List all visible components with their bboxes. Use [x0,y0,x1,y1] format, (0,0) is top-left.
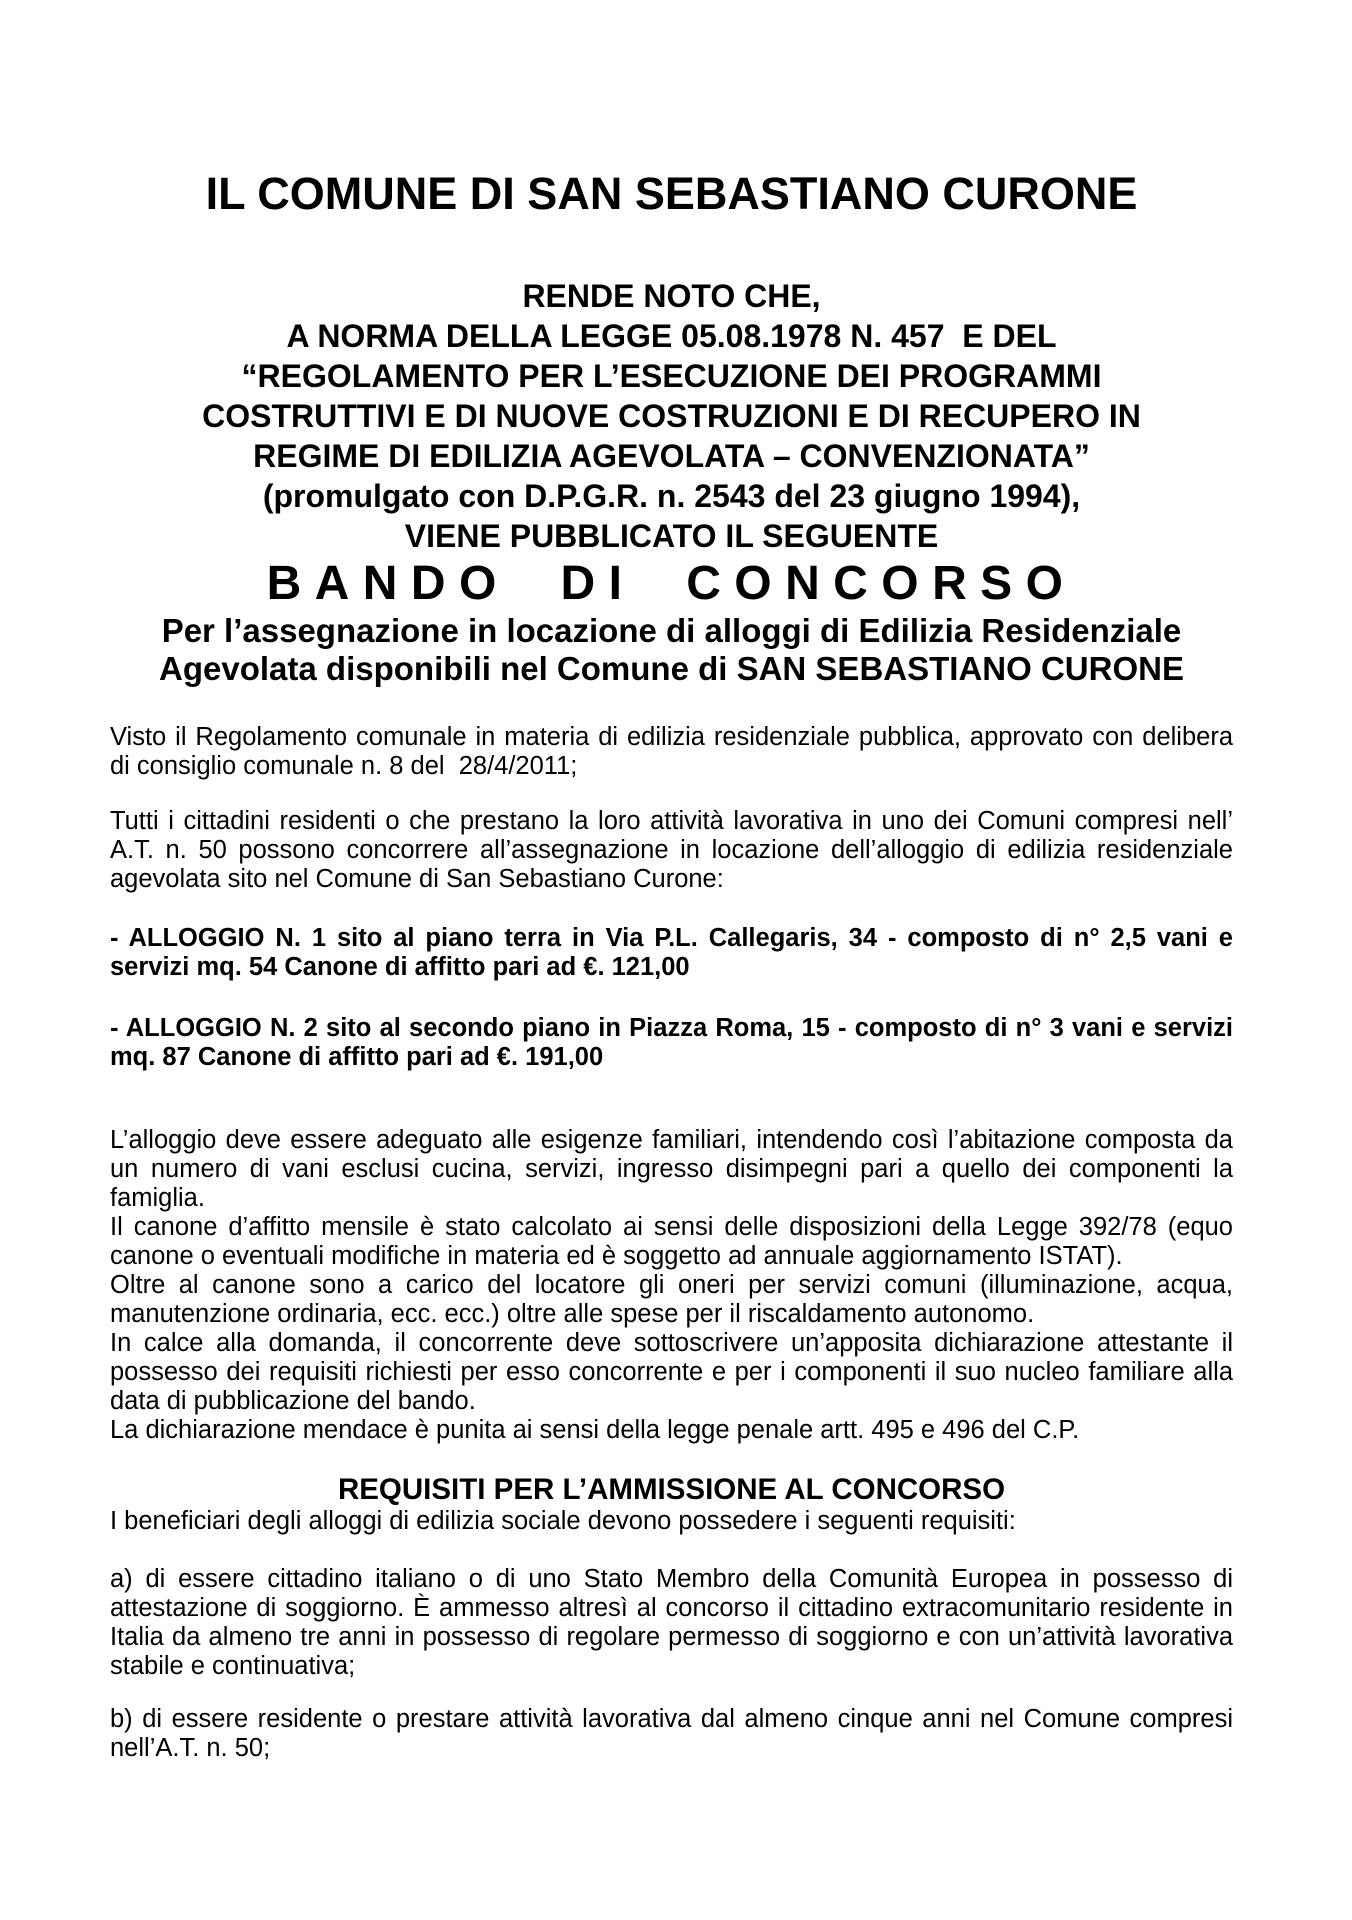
adeguato-paragraph: L’alloggio deve essere adeguato alle esigenze familiari, intendendo così l’abitazione composta da un numero di vani esclusi cucina, servizi, ingresso disimpegni pari a quello dei componenti la famiglia. [110,1126,1241,1212]
alloggio-2-item: - ALLOGGIO N. 2 sito al secondo piano in Piazza Roma, 15 - composto di n° 3 vani e servizi mq. 87 Canone di affitto pari ad €. 191,00 [110,1014,1241,1071]
mendace-paragraph: La dichiarazione mendace è punita ai sensi della legge penale artt. 495 e 496 del C.P. [110,1416,1080,1444]
preamble-line: “REGOLAMENTO PER L’ESECUZIONE DEI PROGRAMMI [241,358,1102,394]
canone-paragraph: Il canone d’affitto mensile è stato calcolato ai sensi delle disposizioni della Legge 392/78 (equo canone o eventuali modifiche in materia ed è soggetto ad annuale aggiornamento ISTAT). [110,1213,1241,1270]
conditions-block [110,1126,1241,1445]
preamble-line: REGIME DI EDILIZIA AGEVOLATA – CONVENZIONATA” [253,438,1090,474]
bando-subtitle-line: Agevolata disponibili nel Comune di SAN SEBASTIANO CURONE [159,650,1184,687]
oneri-paragraph: Oltre al canone sono a carico del locatore gli oneri per servizi comuni (illuminazione, acqua, manutenzione ordinaria, ecc. ecc.) oltre alle spese per il riscaldamento autonomo. [110,1271,1241,1328]
preamble-line: COSTRUTTIVI E DI NUOVE COSTRUZIONI E DI RECUPERO IN [202,398,1141,434]
alloggio-1-item: - ALLOGGIO N. 1 sito al piano terra in Via P.L. Callegaris, 34 - composto di n° 2,5 vani e servizi mq. 54 Canone di affitto pari ad €. 121,00 [110,924,1241,981]
preamble-line: (promulgato con D.P.G.R. n. 2543 del 23 giugno 1994), [262,478,1081,514]
requisito-a: a) di essere cittadino italiano o di uno Stato Membro della Comunità Europea in possesso di attestazione di soggiorno. È ammesso altresì al concorso il cittadino extracomunitario residente in Italia da almeno tre anni in possesso di regolare permesso di soggiorno e con un’attività lavorativa stabile e continuativa; [110,1565,1241,1680]
preamble-line: RENDE NOTO CHE, [522,278,821,314]
visto-paragraph: Visto il Regolamento comunale in materia di edilizia residenziale pubblica, approvato con delibera di consiglio comunale n. 8 del 28/4/2011; [110,723,1241,780]
preamble-block [110,276,1233,556]
preamble-line: A NORMA DELLA LEGGE 05.08.1978 N. 457 E DEL [286,318,1057,354]
bando-title: BANDO DI CONCORSO [266,557,1077,610]
document-title: IL COMUNE DI SAN SEBASTIANO CURONE [205,168,1138,219]
requisiti-heading: REQUISITI PER L’AMMISSIONE AL CONCORSO [337,1473,1006,1506]
requisito-b: b) di essere residente o prestare attività lavorativa dal almeno cinque anni nel Comune compresi nell’A.T. n. 50; [110,1705,1241,1762]
bando-subtitle-line: Per l’assegnazione in locazione di alloggi di Edilizia Residenziale [161,612,1182,649]
preamble-line: VIENE PUBBLICATO IL SEGUENTE [404,518,939,554]
dichiarazione-paragraph: In calce alla domanda, il concorrente deve sottoscrivere un’apposita dichiarazione attestante il possesso dei requisiti richiesti per esso concorrente e per i componenti il suo nucleo familiare alla data di pubblicazione del bando. [110,1329,1241,1415]
bando-subtitle [110,612,1233,688]
requisiti-intro: I beneficiari degli alloggi di edilizia sociale devono possedere i seguenti requisiti: [110,1507,1016,1535]
tutti-paragraph: Tutti i cittadini residenti o che prestano la loro attività lavorativa in uno dei Comuni compresi nell’ A.T. n. 50 possono concorrere all’assegnazione in locazione dell’alloggio di edilizia residenziale agevolata sito nel Comune di San Sebastiano Curone: [110,807,1241,893]
